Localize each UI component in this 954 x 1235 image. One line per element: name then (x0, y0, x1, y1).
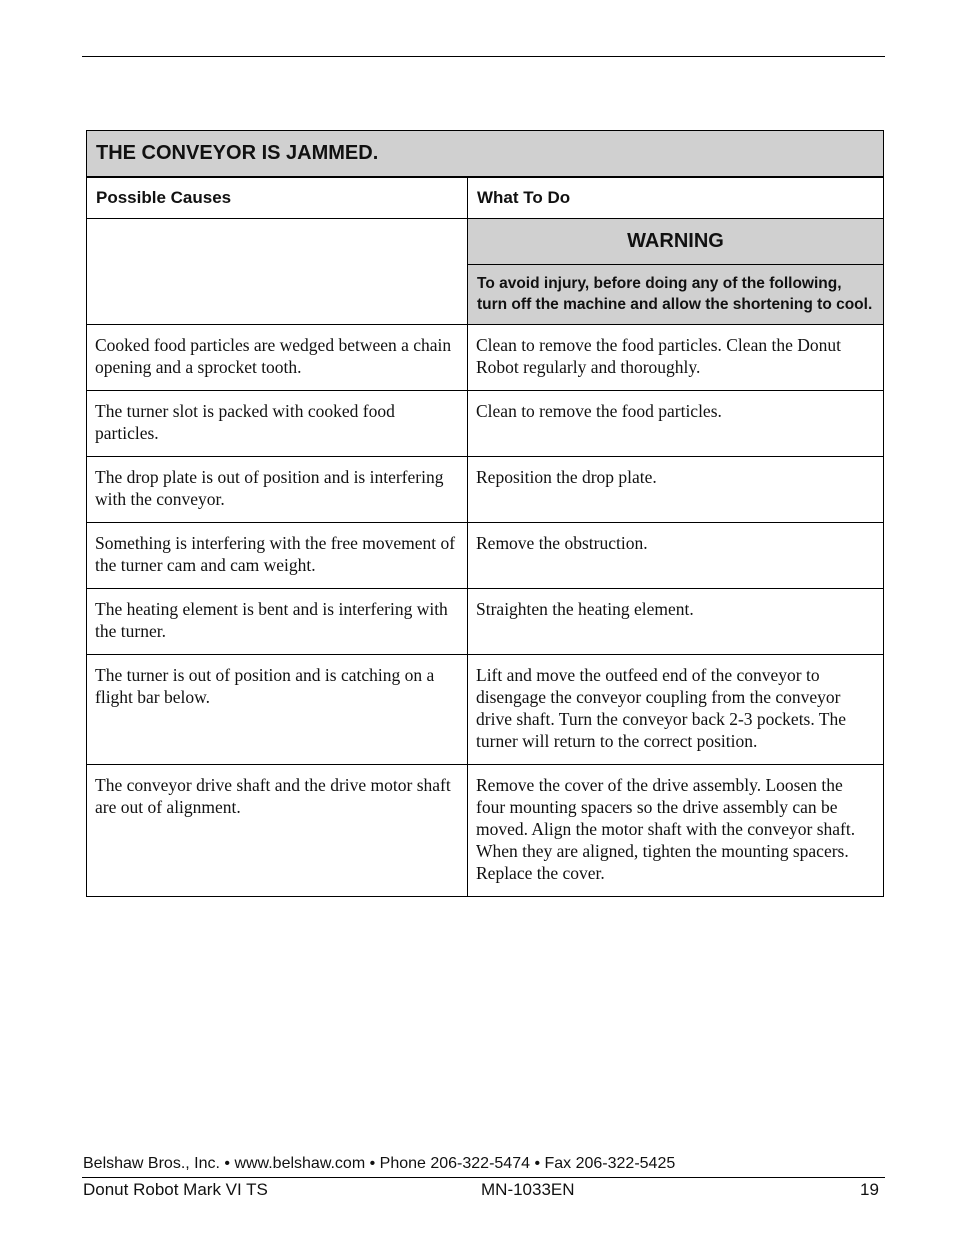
footer-rule (82, 1177, 885, 1178)
cause-cell: Cooked food particles are wedged between a chain opening and a sprocket tooth. (87, 325, 468, 391)
cause-cell: Something is interfering with the free movement of the turner cam and cam weight. (87, 523, 468, 589)
footer-page-number: 19 (860, 1180, 879, 1199)
cause-cell: The heating element is bent and is interfering with the turner. (87, 589, 468, 655)
cause-cell: The turner is out of position and is catching on a flight bar below. (87, 655, 468, 765)
cause-cell: The drop plate is out of position and is interfering with the conveyor. (87, 457, 468, 523)
footer-company-line: Belshaw Bros., Inc. • www.belshaw.com • Phone 206-322-5474 • Fax 206-322-5425 (83, 1155, 676, 1172)
table-title: THE CONVEYOR IS JAMMED. (87, 131, 884, 178)
warning-empty-cell (87, 219, 468, 325)
table-row (87, 457, 884, 523)
troubleshooting-table (86, 130, 884, 897)
footer-product-name: Donut Robot Mark VI TS (83, 1180, 268, 1199)
action-cell: Clean to remove the food particles. Clean the Donut Robot regularly and thoroughly. (468, 325, 884, 391)
table-row (87, 589, 884, 655)
action-cell: Straighten the heating element. (468, 589, 884, 655)
cause-cell: The turner slot is packed with cooked food particles. (87, 391, 468, 457)
action-cell: Reposition the drop plate. (468, 457, 884, 523)
action-cell: Clean to remove the food particles. (468, 391, 884, 457)
action-cell: Lift and move the outfeed end of the conveyor to disengage the conveyor coupling from the conveyor drive shaft. Turn the conveyor back 2-3 pockets. The turner will return to the correct position. (468, 655, 884, 765)
footer-doc-number: MN-1033EN (481, 1180, 575, 1199)
header-rule (82, 56, 885, 57)
action-cell: Remove the cover of the drive assembly. Loosen the four mounting spacers so the drive assembly can be moved. Align the motor shaft with the conveyor shaft. When they are aligned, tighten the mounting spacers. Replace the cover. (468, 765, 884, 897)
cause-cell: The conveyor drive shaft and the drive motor shaft are out of alignment. (87, 765, 468, 897)
warning-title: WARNING (468, 219, 883, 265)
header-possible-causes: Possible Causes (87, 177, 468, 219)
warning-box (468, 219, 884, 325)
header-what-to-do: What To Do (468, 177, 884, 219)
table-row (87, 523, 884, 589)
table-row (87, 655, 884, 765)
warning-text: To avoid injury, before doing any of the following, turn off the machine and allow the shortening to cool. (468, 265, 883, 324)
table-row (87, 391, 884, 457)
action-cell: Remove the obstruction. (468, 523, 884, 589)
table-row (87, 325, 884, 391)
table-row (87, 765, 884, 897)
